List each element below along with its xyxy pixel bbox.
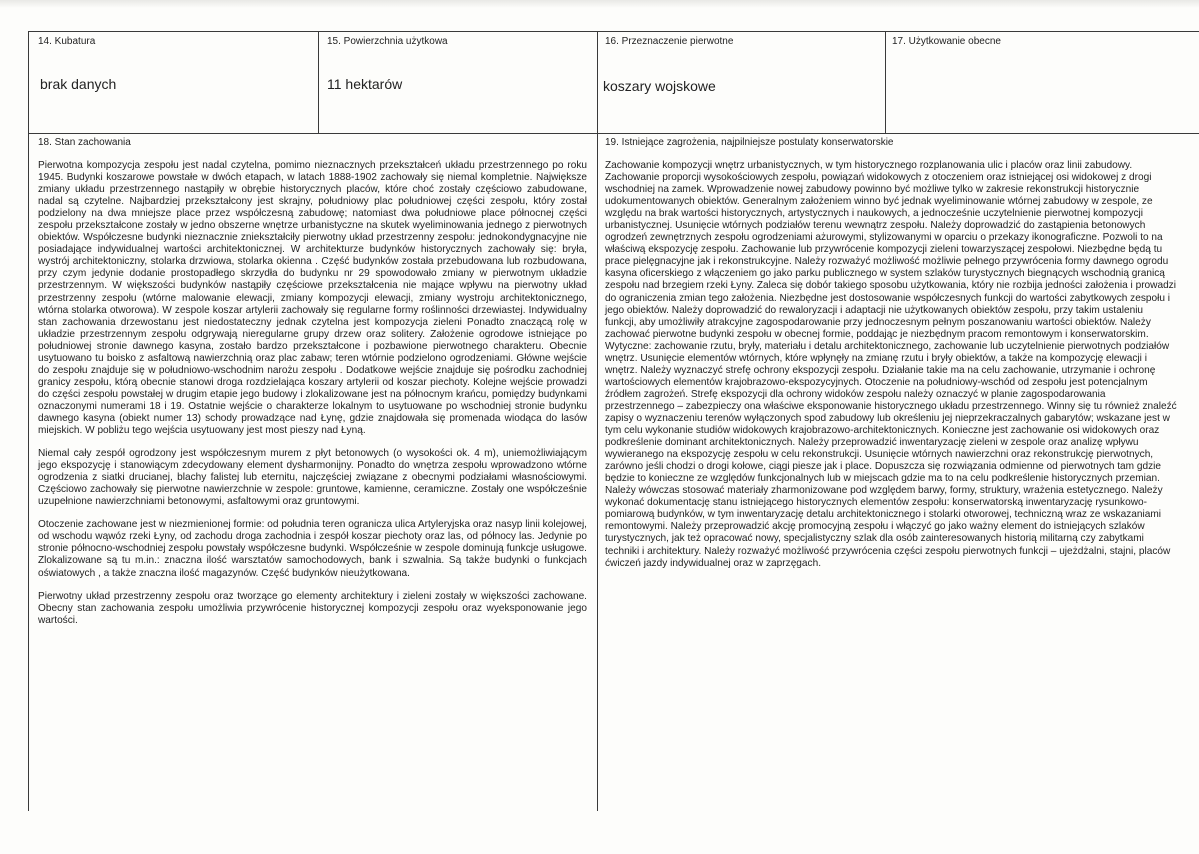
left-border <box>28 31 29 811</box>
top-border <box>28 31 1199 32</box>
stan-zachowania-label: 18. Stan zachowania <box>38 137 131 148</box>
przeznaczenie-label: 16. Przeznaczenie pierwotne <box>605 36 734 47</box>
kubatura-value: brak danych <box>40 76 117 92</box>
zagrozenia-paragraph: Zachowanie kompozycji wnętrz urbanistycznych, w tym historycznego rozplanowania ulic i placów oraz linii zabudowy. Zachowanie proporcji wysokościowych zespołu, powiązań widokowych z otoczeniem oraz istniejącej osi widokowej z drogi wschodniej na zamek. Wprowadzenie nowej zabudowy powinno być możliwe tylko w zakresie rekonstrukcji historycznie udokumentowanych obiektów. Generalnym założeniem winno być jednak wyeliminowanie wtórnej zabudowy w zespole, ze względu na brak wartości historycznych, artystycznych i naukowych, a jednocześnie uczytelnienie pierwotnej kompozycji urbanistycznej. Usunięcie wtórnych podziałów terenu wewnątrz zespołu. Należy doprowadzić do zastąpienia betonowych ogrodzeń zewnętrznych zespołu ogrodzeniami ażurowymi, stylizowanymi w oparciu o przekazy ikonograficzne. Pozwoli to na właściwą ekspozycję zespołu. Zachowanie lub przywrócenie kompozycji zieleni towarzyszącej zespołowi. Niezbędne będą tu prace pielęgnacyjne jak i rekonstrukcyjne. Należy rozważyć możliwość możliwie pełnego przywrócenia formy dawnego ogrodu kasyna oficerskiego z włączeniem go jako parku publicznego w system szlaków turystycznych biegnących wschodnią granicą zespołu nad brzegiem rzeki Łyny. Zaleca się dobór takiego sposobu użytkowania, który nie rozbija jedności założenia i prowadzi do ograniczenia zmian tego założenia. Niezbędne jest dostosowanie współczesnych funkcji do wartości zabytkowych zespołu i jego obiektów. Należy doprowadzić do rewaloryzacji i adaptacji nie użytkowanych obiektów zespołu, przy takim ustaleniu funkcji, aby umożliwiły atrakcyjne zagospodarowanie przy jednoczesnym pełnym poszanowaniu wartości obiektów. Należy zachować pierwotne budynki zespołu w obecnej formie, poddając je niezbędnym pracom remontowym i konserwatorskim. Wytyczne: zachowanie rzutu, bryły, materiału i detalu architektonicznego, zachowanie lub uczytelnienie pierwotnych podziałów wnętrz. Usunięcie elementów wtórnych, które wpłynęły na zmianę rzutu i bryły obiektów, a także na kompozycję elewacji i wnętrz. Należy wyznaczyć strefę ochrony ekspozycji zespołu. Działanie takie ma na celu zachowanie, utrzymanie i ochronę wartościowych elementów krajobrazowo-ekspozycyjnych. Otoczenie na południowy-wschód od zespołu jest potencjalnym źródłem zagrożeń. Strefę ekspozycji dla ochrony widoków zespołu należy oznaczyć w planie zagospodarowania przestrzennego – zabezpieczy ona właściwe eksponowanie historycznego układu przestrzennego. Winny się tu również znaleźć zapisy o wyznaczeniu terenów wyłączonych spod zabudowy lub określeniu jej nieprzekraczalnych gabarytów; wskazane jest w tym celu wykonanie studiów widokowych krajobrazowo-architektonicznych. Konieczne jest zachowanie osi widokowych oraz podkreślenie dominant architektonicznych. Należy przeprowadzić inwentaryzację zieleni w zespole oraz analizę wpływu wywieranego na ekspozycję zespołu w celu rekonstrukcji. Usunięcie wtórnych nawierzchni oraz rekonstrukcję pierwotnych, zarówno jeśli chodzi o drogi kołowe, ciągi piesze jak i place. Dopuszcza się rozwiązania odmienne od pierwotnych tam gdzie będzie to konieczne ze względów funkcjonalnych lub w miejscach gdzie ma to na celu podkreślenie historycznych przemian. Należy wówczas stosować materiały zharmonizowane pod względem barwy, formy, struktury, wrażenia estetycznego. Należy wykonać dokumentację stanu istniejącego historycznych elementów zespołu: konserwatorską inwentaryzację rysunkowo-pomiarową budynków, w tym inwentaryzację detalu architektonicznego i stolarki otworowej, techniczną wraz ze wskazaniami remontowymi. Należy przeprowadzić akcję promocyjną zespołu i włączyć go jako ważny element do istniejących szlaków turystycznych, jak też opracować nowy, specjalistyczny szlak dla osób zainteresowanych historią militarną czy zabytkami techniki i architektury. Należy rozważyć możliwość przywrócenia części zespołu pierwotnych funkcji – ujeżdżalni, stajni, placów ćwiczeń jazdy indywidualnej oraz w zaprzęgach. <box>605 160 1177 569</box>
header-divider <box>28 133 1199 134</box>
stan-zachowania-paragraph: Pierwotny układ przestrzenny zespołu oraz tworzące go elementy architektury i zieleni zostały w większości zachowane. Obecny stan zachowania zespołu umożliwia przywrócenie historycznej kompozycji zespołu oraz wyeksponowanie jego wartości. <box>38 590 587 626</box>
stan-zachowania-text <box>38 160 587 627</box>
header-cell-divider-1 <box>318 31 319 133</box>
powierzchnia-value: 11 hektarów <box>327 76 403 92</box>
zagrozenia-label: 19. Istniejące zagrożenia, najpilniejsze postulaty konserwatorskie <box>605 137 894 148</box>
header-cell-divider-3 <box>885 31 886 133</box>
kubatura-label: 14. Kubatura <box>38 36 96 47</box>
stan-zachowania-paragraph: Niemal cały zespół ogrodzony jest współczesnym murem z płyt betonowych (o wysokości ok. 4 m), uniemożliwiającym jego ekspozycję i stanowiącym zdecydowany element dysharmonijny. Ponadto do wnętrza zespołu wprowadzono wtórne ogrodzenia z siatki drucianej, blachy falistej lub eternitu, najczęściej związane z obecnymi podziałami własnościowymi. Częściowo zachowały się pierwotne nawierzchnie w zespole: gruntowe, kamienne, ceramiczne. Zostały one współcześnie uzupełnione nawierzchniami betonowymi, asfaltowymi oraz gruntowymi. <box>38 448 587 508</box>
section-divider <box>597 31 598 811</box>
stan-zachowania-paragraph: Pierwotna kompozycja zespołu jest nadal czytelna, pomimo nieznacznych przekształceń układu przestrzennego po roku 1945. Budynki koszarowe powstałe w dwóch etapach, w latach 1888-1902 zachowały się niemal kompletnie. Największe zmiany układu przestrzennego nastąpiły w obrębie historycznych placów, które choć zostały częściowo zabudowane, nadal są czytelne. Najbardziej przekształcony jest skrajny, południowy plac południowej części zespołu, który został podzielony na dwa mniejsze place przez współczesną zabudowę; natomiast dwa południowe place północnej części zespołu przekształcone zostały w jedno obszerne wnętrze urbanistyczne na skutek wyeliminowania jednego z pierwotnych obiektów. Współczesne budynki nieznacznie zniekształciły pierwotny układ przestrzenny zespołu: jednokondygnacyjne nie posiadające indywidualnej wartości architektonicznej. W architekturze budynków historycznych zachowały się: bryła, wystrój architektoniczny, stolarka drzwiowa, stolarka okienna . Część budynków została przebudowana lub rozbudowana, przy czym jedynie dodanie prostopadłego skrzydła do budynku nr 29 spowodowało zmiany w pierwotnym układzie przestrzennym. W większości budynków nastąpiły częściowe przekształcenia nie mające wpływu na pierwotny układ przestrzenny zespołu (wtórne malowanie elewacji, zmiany kompozycji elewacji, zmiany wystroju architektonicznego, wtórna stolarka otworowa). W zespole koszar artylerii zachowały się regularne formy roślinności drzewiastej. Indywidualny stan zachowania drzewostanu jest niedostateczny jednak czytelna jest kompozycja zieleni Ponadto znaczącą rolę w układzie przestrzennym zespołu odgrywają nieregularne grupy drzew oraz solitery. Założenie ogrodowe istniejące po południowej stronie dawnego kasyna, zostało bardzo przekształcone i pozbawione pierwotnego charakteru. Obecnie usytuowano tu boisko z asfaltową nawierzchnią oraz plac zabaw; teren wtórnie podzielono ogrodzeniami. Główne wejście do zespołu znajduje się w południowo-wschodnim narożu zespołu . Dodatkowe wejście znajduje się pośrodku zachodniej granicy zespołu, którą obecnie stanowi droga rozdzielająca koszary artylerii od koszar piechoty. Kolejne wejście prowadzi do części zespołu powstałej w drugim etapie jego budowy i zlokalizowane jest na północnym krańcu, pomiędzy budynkami oznaczonymi numerami 18 i 19. Ostatnie wejście o charakterze lokalnym to usytuowane po wschodniej stronie budynku dawnego kasyna (obiekt numer 13) schody prowadzące nad Łynę, gdzie znajdowała się promenada wiodąca do lasów miejskich. W pobliżu tego wejścia usytuowany jest most pieszy nad Łyną. <box>38 160 587 437</box>
przeznaczenie-value: koszary wojskowe <box>603 78 716 94</box>
powierzchnia-label: 15. Powierzchnia użytkowa <box>327 36 448 47</box>
uzytkowanie-label: 17. Użytkowanie obecne <box>892 36 1001 47</box>
stan-zachowania-paragraph: Otoczenie zachowane jest w niezmienionej formie: od południa teren ogranicza ulica Artyleryjska oraz nasyp linii kolejowej, od wschodu wąwóz rzeki Łyny, od zachodu droga zachodnia i zespół koszar piechoty oraz las, od północy las. Jedynie po stronie północno-wschodniej zespołu powstały współczesne budynki. Współcześnie w zespole dominują funkcje usługowe. Zlokalizowane są tu m.in.: znaczna ilość warsztatów samochodowych, bank i szwalnia. Są także budynki o funkcjach oświatowych , a także znaczna ilość magazynów. Część budynków nieużytkowana. <box>38 519 587 579</box>
scan-edge-shadow <box>0 0 1199 8</box>
zagrozenia-text <box>605 160 1177 570</box>
